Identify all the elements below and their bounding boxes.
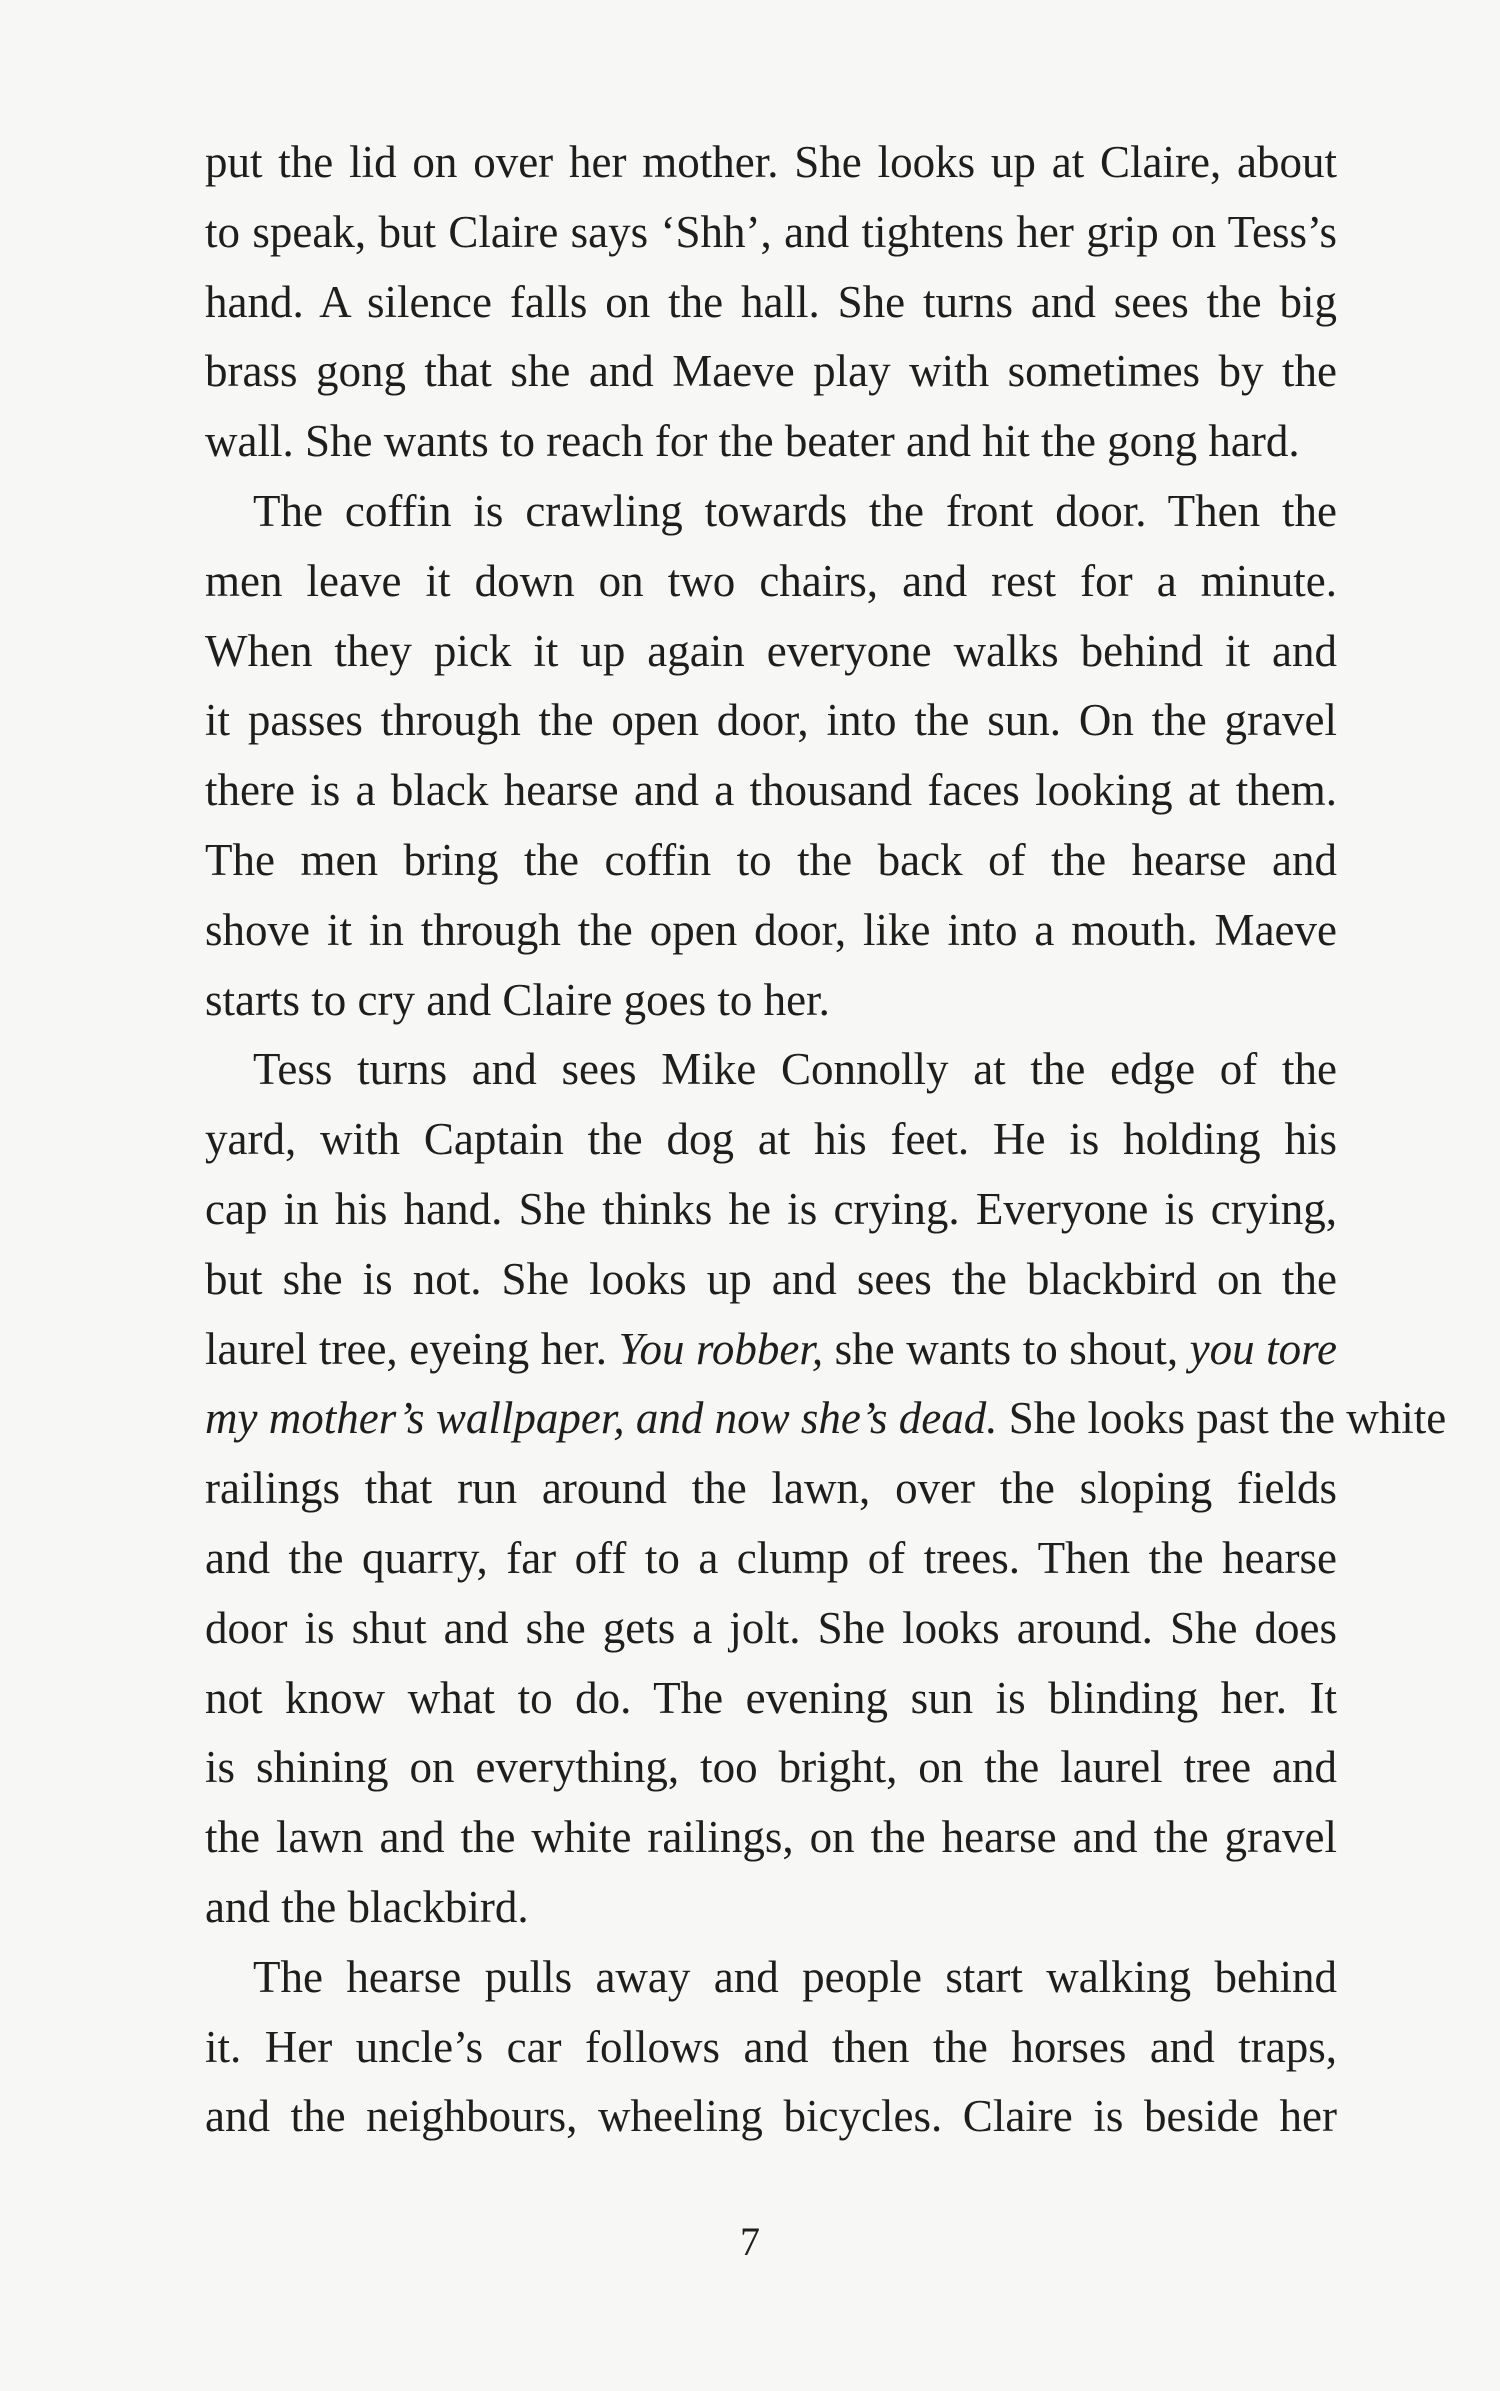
text-line: When they pick it up again everyone walks behind it and bbox=[205, 625, 1337, 676]
text-line: cap in his hand. She thinks he is crying. Everyone is crying, bbox=[205, 1183, 1337, 1234]
paragraph bbox=[205, 1943, 1337, 2152]
text-line: brass gong that she and Maeve play with sometimes by the bbox=[205, 346, 1337, 397]
text-line: but she is not. She looks up and sees the blackbird on the bbox=[205, 1253, 1337, 1304]
text-line: Tess turns and sees Mike Connolly at the edge of the bbox=[253, 1044, 1337, 1095]
text-line: it passes through the open door, into the sun. On the gravel bbox=[205, 695, 1337, 746]
text-line: and the neighbours, wheeling bicycles. Claire is beside her bbox=[205, 2091, 1337, 2142]
text-line: put the lid on over her mother. She looks up at Claire, about bbox=[205, 137, 1337, 187]
text-line: wall. She wants to reach for the beater and hit the gong hard. bbox=[205, 416, 1300, 467]
paragraph bbox=[205, 128, 1337, 477]
text-line: door is shut and she gets a jolt. She looks around. She does bbox=[205, 1602, 1337, 1653]
text-line: there is a black hearse and a thousand faces looking at them. bbox=[205, 765, 1337, 816]
paragraph bbox=[205, 1035, 1447, 1942]
text-line: yard, with Captain the dog at his feet. He is holding his bbox=[205, 1114, 1337, 1165]
text-line: to speak, but Claire says ‘Shh’, and tightens her grip on Tess’s bbox=[205, 206, 1337, 257]
text-line: The men bring the coffin to the back of the hearse and bbox=[205, 834, 1337, 885]
body-text bbox=[205, 128, 1447, 2152]
italic-text-run: my mother’s wallpaper, and now she’s dead. bbox=[205, 1393, 998, 1444]
italic-text-run: You robber, bbox=[618, 1323, 824, 1374]
text-line: starts to cry and Claire goes to her. bbox=[205, 974, 830, 1025]
text-line: the lawn and the white railings, on the hearse and the gravel bbox=[205, 1812, 1337, 1863]
text-line: men leave it down on two chairs, and rest for a minute. bbox=[205, 555, 1337, 606]
text-line: not know what to do. The evening sun is blinding her. It bbox=[205, 1672, 1337, 1723]
text-line: it. Her uncle’s car follows and then the horses and traps, bbox=[205, 2021, 1337, 2072]
text-line: railings that run around the lawn, over the sloping fields bbox=[205, 1463, 1337, 1514]
text-run: she wants to shout, bbox=[823, 1323, 1190, 1374]
text-line: The coffin is crawling towards the front door. Then the bbox=[253, 485, 1337, 536]
text-line: and the blackbird. bbox=[205, 1881, 529, 1932]
paragraph bbox=[205, 477, 1337, 1035]
text-line: is shining on everything, too bright, on the laurel tree and bbox=[205, 1742, 1337, 1793]
text-line: hand. A silence falls on the hall. She turns and sees the big bbox=[205, 276, 1337, 327]
text-line: shove it in through the open door, like into a mouth. Maeve bbox=[205, 904, 1337, 955]
page-number: 7 bbox=[740, 2219, 760, 2264]
italic-text-run: you tore bbox=[1189, 1323, 1337, 1374]
text-line bbox=[205, 1315, 1337, 1385]
text-run: She looks past the white bbox=[997, 1393, 1447, 1444]
text-line bbox=[205, 1384, 1447, 1454]
text-run: laurel tree, eyeing her. bbox=[205, 1323, 619, 1374]
text-line: and the quarry, far off to a clump of trees. Then the hearse bbox=[205, 1532, 1337, 1583]
text-line: The hearse pulls away and people start walking behind bbox=[253, 1951, 1337, 2002]
